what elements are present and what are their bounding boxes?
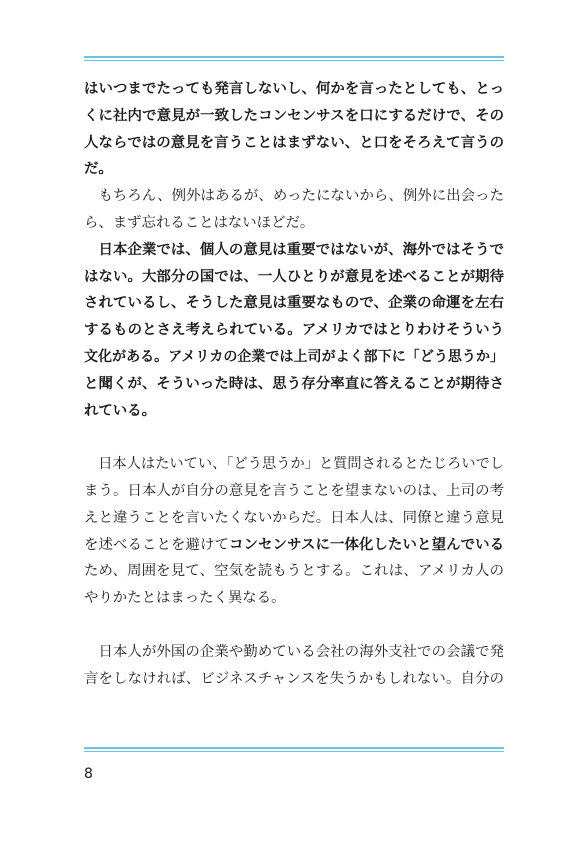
text-line: れている。 <box>84 402 156 419</box>
text-line: 文化がある。アメリカの企業では上司がよく部下に「どう思うか」 <box>84 348 504 365</box>
page-number: 8 <box>84 766 93 782</box>
text-line: 言をしなければ、ビジネスチャンスを失うかもしれない。自分の <box>84 670 504 687</box>
top-rule <box>84 56 504 61</box>
text-line: 人ならではの意見を言うことはまずない、と口をそろえて言うの <box>84 134 504 151</box>
text-segment-bold: コンセンサスに一体化したいと望んでいる <box>229 536 504 553</box>
paragraph-gap <box>84 612 504 639</box>
text-line: 日本企業では、個人の意見は重要ではないが、海外ではそうで <box>84 241 504 258</box>
text-line: やりかたとはまったく異なる。 <box>84 590 286 607</box>
text-line: はいつまでたっても発言しないし、何かを言ったとしても、とっ <box>84 81 504 97</box>
text-segment: を述べることを避けて <box>84 536 230 553</box>
text-line: ら、まず忘れることはないほどだ。 <box>84 214 315 231</box>
text-line: されているし、そうした意見は重要なもので、企業の命運を左右 <box>84 295 504 312</box>
text-line: するものとさえ考えられている。アメリカではとりわけそういう <box>84 322 504 339</box>
text-line: えと違うことを言いたくないからだ。日本人は、同僚と違う意見 <box>84 509 504 526</box>
bottom-rule <box>84 747 504 752</box>
paragraph-gap <box>84 424 504 451</box>
text-line: まう。日本人が自分の意見を言うことを望まないのは、上司の考 <box>84 482 504 499</box>
text-line: だ。 <box>84 161 113 178</box>
text-line: はない。大部分の国では、一人ひとりが意見を述べることが期待 <box>84 268 504 285</box>
text-line: もちろん、例外はあるが、めったにないから、例外に出会った <box>84 188 504 205</box>
body-text <box>84 76 504 692</box>
text-line: と聞くが、そういった時は、思う存分率直に答えることが期待さ <box>84 375 504 392</box>
text-line: くに社内で意見が一致したコンセンサスを口にするだけで、その <box>84 107 504 124</box>
text-line: 日本人が外国の企業や勤めている会社の海外支社での会議で発 <box>84 643 504 660</box>
text-line: 日本人はたいてい、「どう思うか」と質問されるとたじろいでし <box>84 456 504 473</box>
text-line-mixed <box>84 532 504 559</box>
text-line: ため、周囲を見て、空気を読もうとする。これは、アメリカ人の <box>84 563 504 580</box>
